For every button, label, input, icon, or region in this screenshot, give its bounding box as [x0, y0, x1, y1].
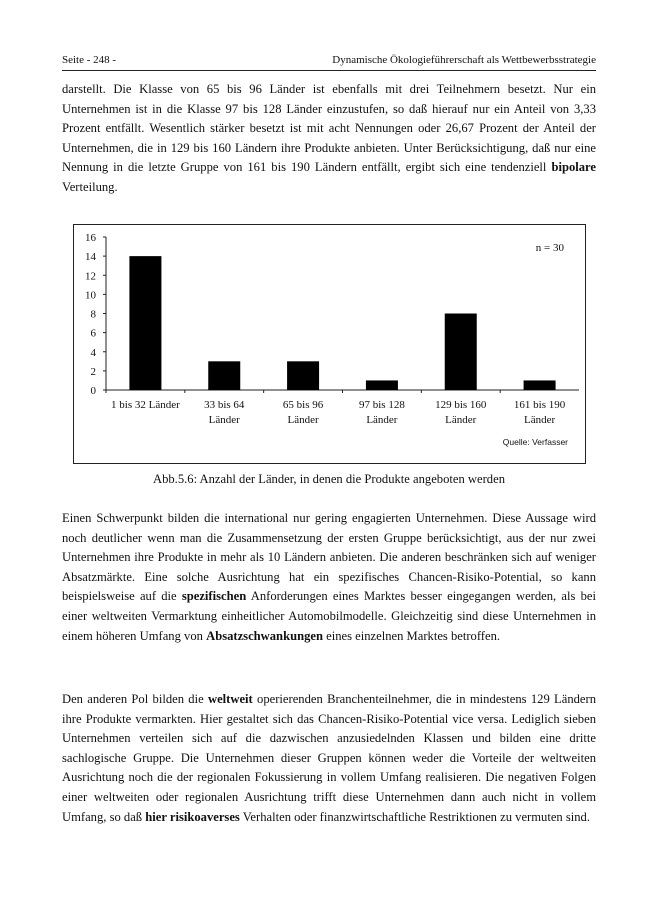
chart-svg	[74, 225, 587, 465]
y-tick-label: 16	[85, 232, 96, 244]
chart-source: Quelle: Verfasser	[502, 437, 568, 447]
paragraph-2	[62, 509, 596, 646]
x-tick-label: 97 bis 128	[358, 399, 405, 411]
page-number: Seite - 248 -	[62, 54, 117, 66]
text-run: Verhalten oder finanzwirtschaftliche Restriktionen zu vermuten sind.	[239, 809, 590, 824]
bar	[208, 361, 240, 390]
x-tick-label: 65 bis 96	[282, 399, 324, 411]
text-run: operierenden Branchenteilnehmer, die in mindestens 129 Ländern ihre Produkte vermarkten. Hier gestaltet sich das Chancen-Risiko-Potential vice versa. Lediglich sieben Unternehmen verteilen sich auf die dazwischen anzusiedelnden Klassen und bilden eine dritte sachlogische Gruppe. Die Unternehmen dieser Gruppen können weder die Vorteile der weltweiten Ausrichtung noch die der regionalen Fokussierung in vollem Umfang realisieren. Die negativen Folgen einer weltweiten oder regionalen Ausrichtung trifft diese Unternehmen dann auch nicht in vollem Umfang, so daß	[62, 692, 596, 824]
bar	[445, 314, 477, 391]
y-tick-label: 6	[90, 327, 96, 340]
x-tick-label: 161 bis 190	[513, 399, 566, 411]
text-run: darstellt. Die Klasse von 65 bis 96 Länder ist ebenfalls mit drei Teilnehmern besetzt. Nur ein Unternehmen ist in die Klasse 97 bis 128 Länder einzustufen, so daß hierauf nur ein Anteil von 3,33 Prozent entfällt. Wesentlich stärker besetzt ist mit acht Nennungen oder 26,67 Prozent der Anteil der Unternehmen, die in 129 bis 160 Ländern ihre Produkte anbieten. Unter Berücksichtigung, daß nur eine Nennung in die letzte Gruppe von 161 bis 190 Ländern entfällt, ergibt sich eine tendenziell	[62, 82, 596, 175]
y-tick-label: 2	[90, 365, 96, 378]
bar	[524, 380, 556, 390]
y-tick-label: 8	[90, 308, 96, 321]
y-tick-label: 14	[85, 251, 96, 264]
x-tick-label: 129 bis 160	[435, 399, 487, 411]
paragraph-3	[62, 690, 596, 827]
x-tick-label: Länder	[208, 414, 240, 426]
header-title: Dynamische Ökologieführerschaft als Wettbewerbsstrategie	[332, 54, 596, 66]
y-tick-label: 0	[90, 385, 96, 397]
y-tick-label: 4	[90, 346, 96, 359]
bar	[129, 256, 161, 390]
x-tick-label: 1 bis 32 Länder	[111, 399, 180, 411]
bold-run: weltweit	[207, 692, 253, 706]
text-run: Einen Schwerpunkt bilden die international nur gering engagierten Unternehmen. Diese Aussage wird noch deutlicher wenn man die Zusammensetzung der ersten Gruppe berücksichtigt, aus der nur zwei Unternehmen ihre Produkte in mehr als 10 Ländern anbieten. Die anderen beschränken sich auf weniger Absatzmärkte. Eine solche Ausrichtung hat ein spezifisches Chancen-Risiko-Potential, so kann beispielsweise auf die	[62, 511, 596, 604]
paragraph-1	[62, 80, 596, 198]
text-run: Anforderungen eines Marktes besser eingegangen werden, als bei einer weltweiten Vermarktung einheitlicher Automobilmodelle. Gleichzeitig sind diese Unternehmen in einem höheren Umfang von	[62, 589, 596, 643]
x-tick-label: Länder	[366, 414, 398, 426]
x-tick-label: Länder	[445, 414, 477, 426]
x-tick-label: Länder	[524, 414, 556, 426]
y-tick-label: 10	[85, 289, 96, 302]
bold-run: hier risikoaverses	[145, 809, 240, 824]
text-run: Verteilung.	[62, 179, 118, 194]
bold-run: spezifischen	[181, 589, 247, 604]
sample-size-annotation: n = 30	[535, 242, 564, 254]
bar	[287, 361, 319, 390]
bold-run: bipolare	[551, 160, 596, 175]
y-tick-label: 12	[85, 270, 96, 283]
bar-chart	[73, 224, 586, 464]
x-tick-label: Länder	[287, 414, 319, 426]
text-run: eines einzelnen Marktes betroffen.	[322, 628, 501, 643]
text-run: Den anderen Pol bilden die	[62, 692, 208, 706]
figure-caption: Abb.5.6: Anzahl der Länder, in denen die Produkte angeboten werden	[152, 472, 505, 486]
running-header	[62, 54, 596, 71]
bar	[366, 380, 398, 390]
x-tick-label: 33 bis 64	[204, 399, 245, 411]
bold-run: Absatzschwankungen	[206, 628, 323, 643]
